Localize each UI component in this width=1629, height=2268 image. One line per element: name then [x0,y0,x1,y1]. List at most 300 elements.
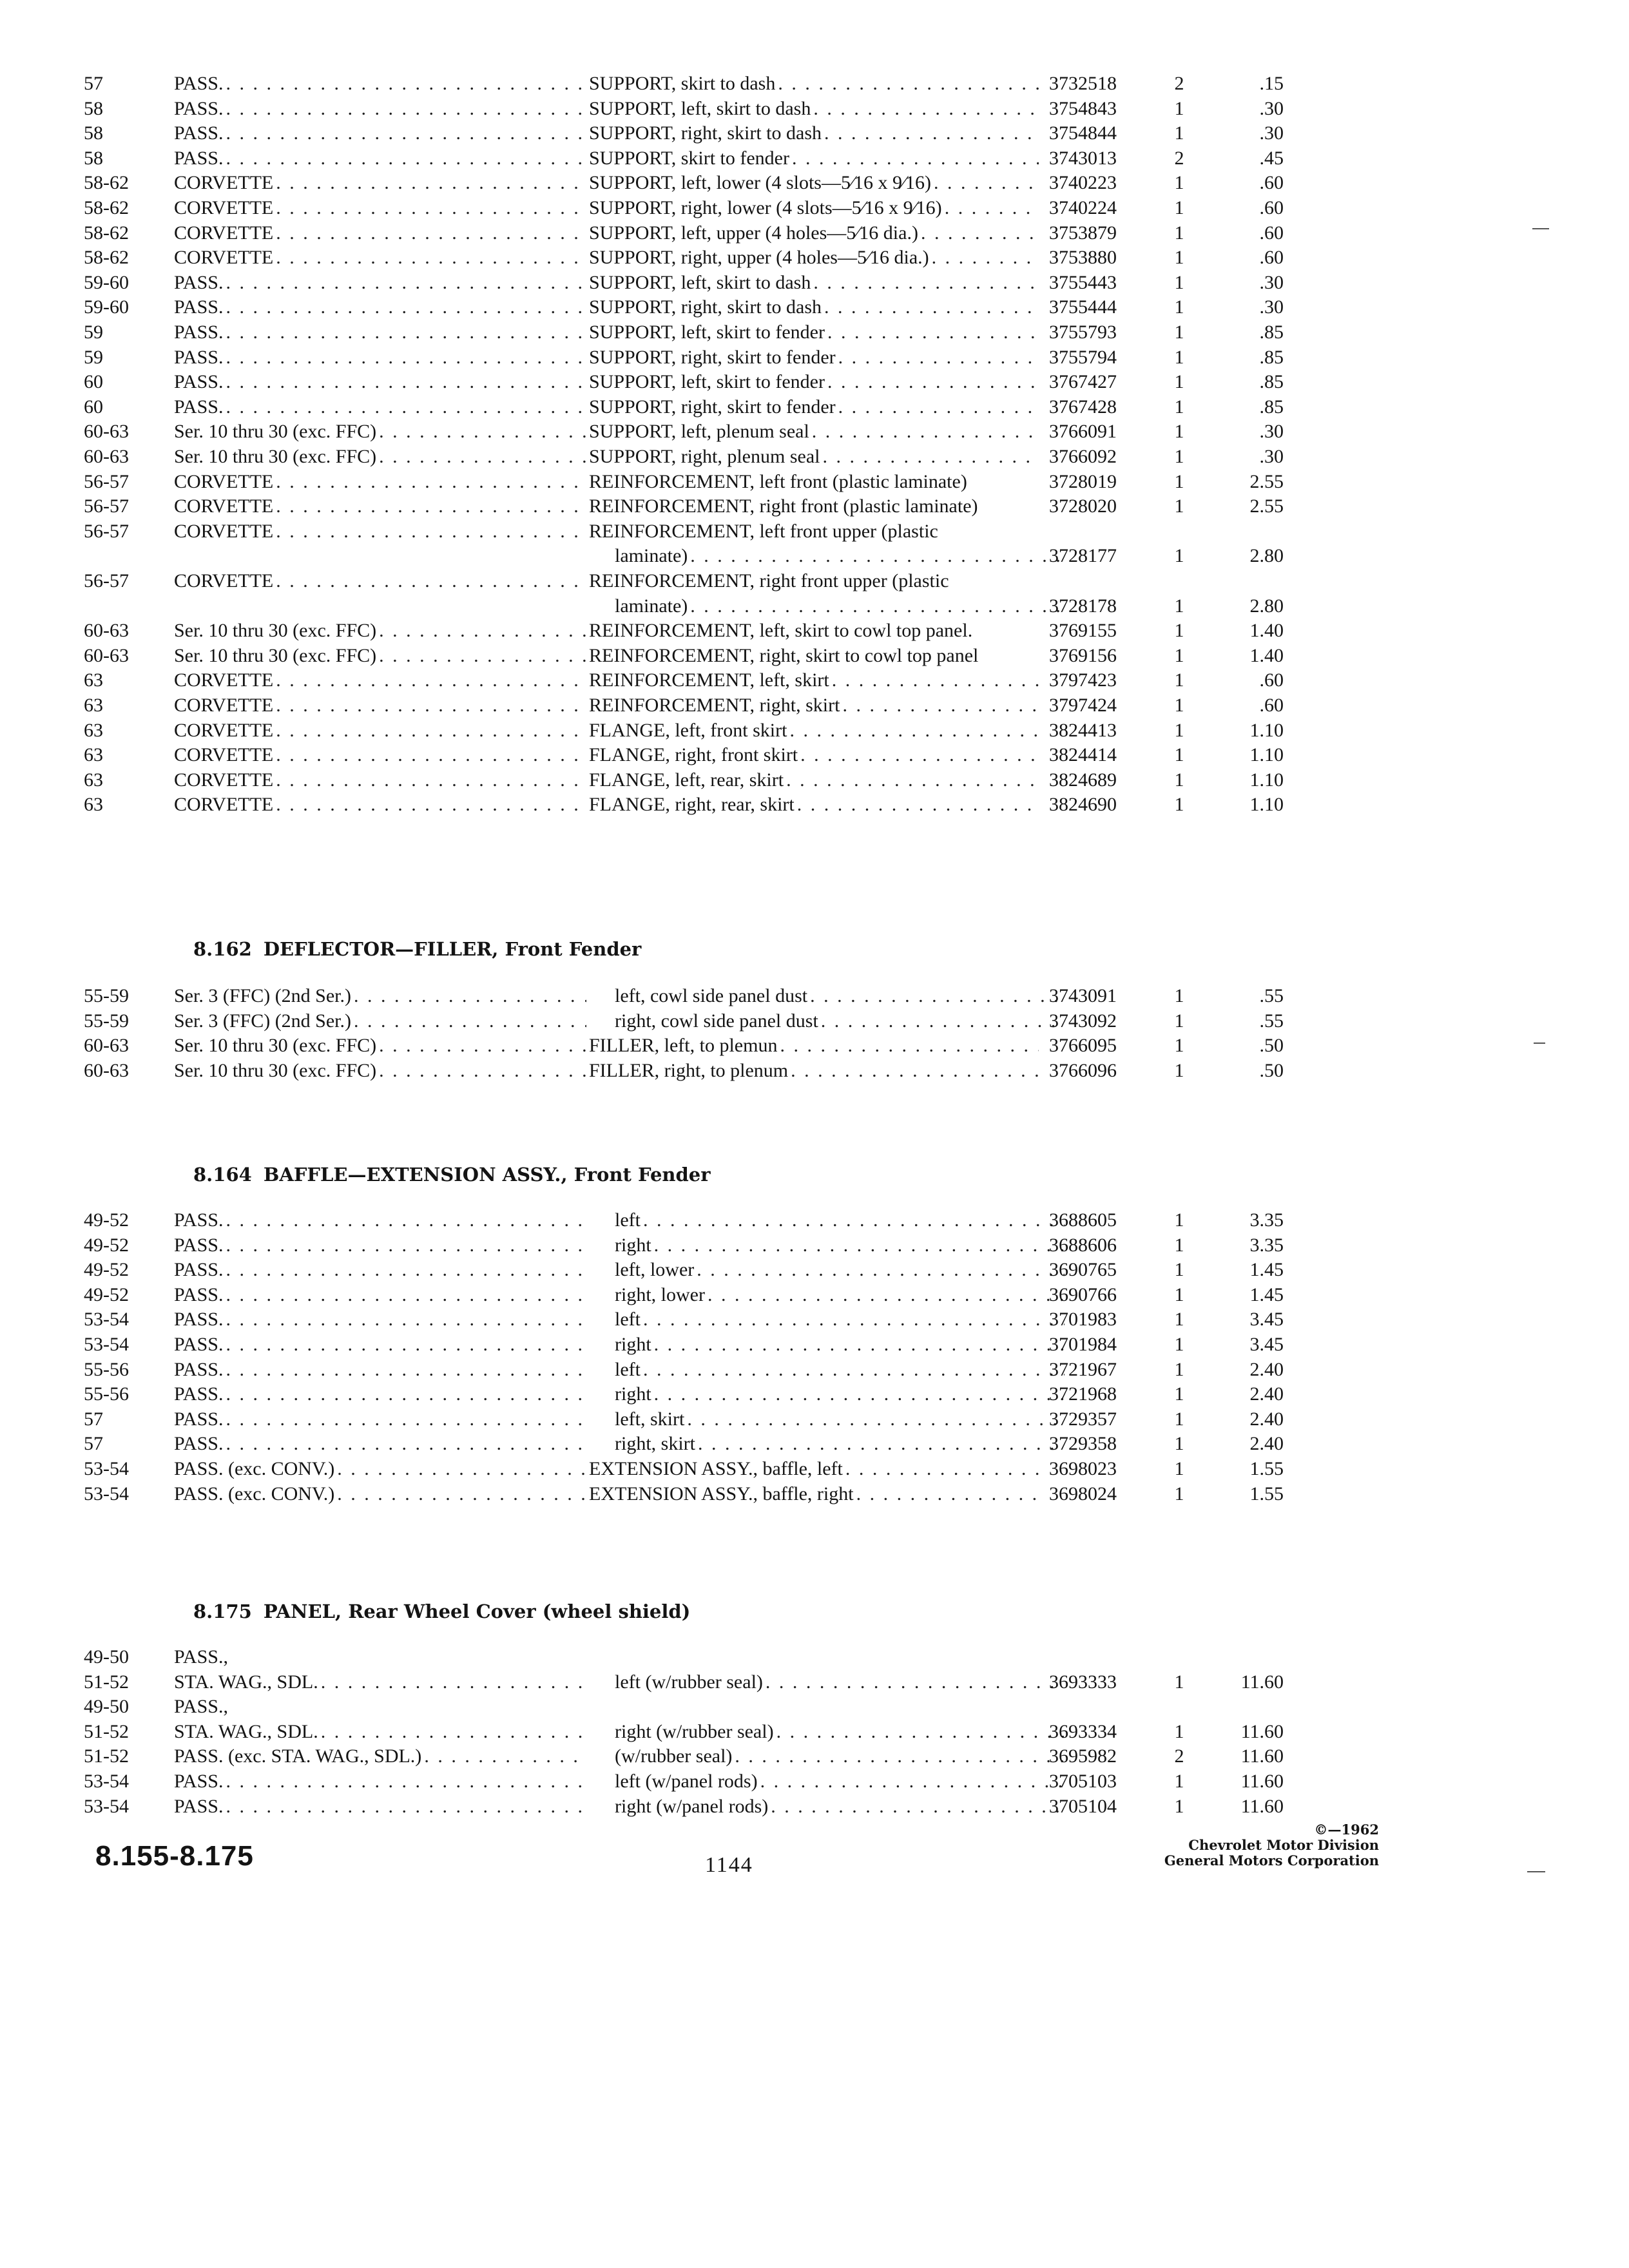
year-range: 55-59 [84,1010,129,1032]
table-row [84,666,1308,692]
table-row [84,766,1308,792]
model-text: PASS. [174,1334,224,1355]
description-text: FLANGE, right, rear, skirt [589,794,795,815]
year-range: 60 [84,371,103,392]
section-number: 8.162 [193,938,252,960]
leader-dots [798,744,1039,767]
price: 1.10 [1249,794,1284,815]
year-range: 59 [84,322,103,343]
quantity: 1 [1174,645,1184,666]
leader-dots [318,1671,586,1694]
leader-dots [809,420,1039,443]
table-row [84,70,1308,95]
leader-dots [684,1408,1065,1431]
model [174,1258,586,1282]
leader-dots [818,1010,1065,1033]
table-row [84,1792,1308,1818]
model [174,122,586,145]
description-text: SUPPORT, left, skirt to dash [589,98,811,119]
part-number: 3824690 [1049,794,1117,815]
description-text: FLANGE, left, rear, skirt [589,769,784,791]
model [174,1034,586,1057]
price: .30 [1259,122,1284,144]
description-text: laminate) [615,595,688,617]
description [589,495,1039,518]
model-text: STA. WAG., SDL. [174,1721,318,1742]
model [174,420,586,443]
model [174,1209,586,1232]
description [589,1333,1065,1356]
table-row [84,269,1308,294]
model-text: Ser. 10 thru 30 (exc. FFC) [174,645,377,666]
table-row [84,1281,1308,1307]
description [589,1483,1039,1506]
table-row [84,144,1308,170]
publisher-block [1108,1822,1379,1869]
section-heading [193,1164,711,1186]
leader-dots [351,985,586,1008]
part-number: 3728178 [1049,595,1117,617]
table-row [84,1455,1308,1481]
leader-dots [223,1795,586,1818]
quantity: 1 [1174,669,1184,691]
model [174,520,586,543]
description-text: SUPPORT, left, skirt to fender [589,322,825,343]
year-range: 58 [84,98,103,119]
quantity: 1 [1174,347,1184,368]
quantity: 1 [1174,247,1184,268]
leader-dots [223,97,586,120]
model [174,1770,586,1793]
model [174,1646,586,1669]
description [589,793,1039,816]
model-text: PASS. [174,148,224,169]
model-text: CORVETTE [174,769,274,791]
model [174,1432,586,1456]
quantity: 1 [1174,695,1184,716]
quantity: 1 [1174,1060,1184,1081]
description [589,420,1039,443]
description [589,1358,1065,1381]
quantity: 1 [1174,1721,1184,1742]
part-number: 3755443 [1049,272,1117,293]
quantity: 1 [1174,545,1184,566]
year-range: 49-52 [84,1284,129,1305]
price: 1.40 [1249,620,1284,641]
model-text: CORVETTE [174,495,274,517]
price: .30 [1259,296,1284,318]
part-number: 3690765 [1049,1259,1117,1280]
quantity: 1 [1174,794,1184,815]
leader-dots [223,122,586,145]
leader-dots [223,1283,586,1307]
section-heading [193,1600,690,1622]
model-text: PASS. [174,1284,224,1305]
quantity: 1 [1174,1671,1184,1693]
description-text: right (w/rubber seal) [615,1721,774,1742]
part-number: 3824413 [1049,720,1117,741]
leader-dots [942,197,1039,220]
description [589,72,1039,95]
table-row [84,119,1308,145]
year-range: 60-63 [84,446,129,467]
leader-dots [273,769,586,792]
part-number: 3767427 [1049,371,1117,392]
part-number: 3755444 [1049,296,1117,318]
quantity: 1 [1174,1359,1184,1380]
leader-dots [775,72,1039,95]
model [174,1234,586,1257]
page-number: 1144 [705,1853,753,1877]
part-number: 3797424 [1049,695,1117,716]
description-text: SUPPORT, left, upper (4 holes—5⁄16 dia.) [589,222,918,244]
year-range: 63 [84,669,103,691]
copyright: ©—1962 [1314,1821,1379,1838]
model [174,769,586,792]
price: .30 [1259,446,1284,467]
description [589,1234,1065,1257]
division: Chevrolet Motor Division [1188,1837,1379,1853]
price: 3.35 [1249,1235,1284,1256]
part-number: 3693333 [1049,1671,1117,1693]
year-range: 60-63 [84,620,129,641]
model-text: CORVETTE [174,521,274,542]
part-number: 3740223 [1049,172,1117,193]
year-range: 53-54 [84,1771,129,1792]
description [589,1795,1065,1818]
description-text: left (w/rubber seal) [615,1671,763,1693]
description [589,1720,1065,1744]
description [589,544,1065,568]
model-text: CORVETTE [174,669,274,691]
description [589,197,1039,220]
part-number: 3766092 [1049,446,1117,467]
part-number: 3766096 [1049,1060,1117,1081]
model [174,1333,586,1356]
model [174,1308,586,1331]
leader-dots [223,1209,586,1232]
quantity: 1 [1174,1433,1184,1454]
description-text: SUPPORT, right, skirt to fender [589,396,836,418]
section-subtitle: Front Fender [574,1164,711,1186]
table-row [84,592,1308,618]
quantity: 1 [1174,1383,1184,1405]
table-row [84,293,1308,319]
year-range: 59 [84,347,103,368]
description-text: SUPPORT, left, skirt to fender [589,371,825,392]
part-number: 3754844 [1049,122,1117,144]
table-row [84,642,1308,668]
price: 2.80 [1249,595,1284,617]
leader-dots [223,1770,586,1793]
description-text: left, lower [615,1259,695,1280]
price: 1.40 [1249,645,1284,666]
quantity: 1 [1174,720,1184,741]
model-text: PASS. [174,1359,224,1380]
model-text: CORVETTE [174,172,274,193]
table-row [84,791,1308,816]
section-title: DEFLECTOR—FILLER, [263,938,505,960]
leader-dots [641,1358,1065,1381]
table-row [84,343,1308,369]
description [589,1408,1065,1431]
price: .85 [1259,371,1284,392]
description-text: (w/rubber seal) [615,1745,733,1767]
quantity: 1 [1174,471,1184,492]
price: .55 [1259,985,1284,1006]
leader-dots [273,246,586,269]
year-range: 63 [84,695,103,716]
table-row [84,1007,1308,1033]
leader-dots [273,744,586,767]
description-text: REINFORCEMENT, right front upper (plastic [589,570,949,591]
model-text: PASS. [174,296,224,318]
price: .85 [1259,322,1284,343]
year-range: 60 [84,396,103,418]
description-text: REINFORCEMENT, right, skirt to cowl top panel [589,645,979,666]
year-range: 53-54 [84,1334,129,1355]
leader-dots [651,1234,1065,1257]
price: 11.60 [1240,1745,1284,1767]
price: .60 [1259,247,1284,268]
leader-dots [223,1234,586,1257]
quantity: 1 [1174,1235,1184,1256]
table-row [84,567,1308,593]
table-row [84,1480,1308,1506]
quantity: 1 [1174,1010,1184,1032]
description-text: right, skirt [615,1433,695,1454]
section-subtitle: Rear Wheel Cover (wheel shield) [348,1600,691,1622]
part-number: 3769156 [1049,645,1117,666]
part-number: 3695982 [1049,1745,1117,1767]
description-text: REINFORCEMENT, left, skirt to cowl top panel. [589,620,973,641]
price: .60 [1259,222,1284,244]
price: .60 [1259,695,1284,716]
table-row [84,1206,1308,1232]
model [174,1059,586,1082]
model-text: PASS., [174,1646,228,1667]
part-number: 3769155 [1049,620,1117,641]
table-row [84,1693,1308,1718]
price: 1.10 [1249,720,1284,741]
year-range: 55-56 [84,1383,129,1405]
model [174,669,586,692]
quantity: 1 [1174,197,1184,218]
quantity: 1 [1174,985,1184,1006]
model [174,619,586,642]
description [589,570,1039,593]
part-number: 3767428 [1049,396,1117,418]
leader-dots [843,1457,1039,1481]
price: 11.60 [1240,1771,1284,1792]
year-range: 55-56 [84,1359,129,1380]
leader-dots [223,271,586,294]
description [589,719,1039,742]
model [174,346,586,369]
model [174,570,586,593]
quantity: 2 [1174,73,1184,94]
price: 2.40 [1249,1408,1284,1430]
leader-dots [273,171,586,195]
leader-dots [273,520,586,543]
model-text: PASS. [174,1433,224,1454]
model [174,222,586,245]
leader-dots [774,1720,1065,1744]
leader-dots [421,1745,586,1768]
year-range: 58-62 [84,172,129,193]
section-title: BAFFLE—EXTENSION ASSY., [263,1164,574,1186]
year-range: 49-50 [84,1646,129,1667]
model [174,97,586,120]
leader-dots [376,619,586,642]
quantity: 2 [1174,148,1184,169]
model [174,1358,586,1381]
part-number: 3701983 [1049,1309,1117,1330]
table-row [84,368,1308,394]
model-text: PASS. (exc. STA. WAG., SDL.) [174,1745,422,1767]
leader-dots [758,1770,1065,1793]
model-text: Ser. 3 (FFC) (2nd Ser.) [174,1010,352,1032]
quantity: 1 [1174,1259,1184,1280]
table-row [84,1256,1308,1282]
description-text: FLANGE, left, front skirt [589,720,787,741]
description [589,520,1039,543]
leader-dots [788,1059,1039,1082]
price: 11.60 [1240,1671,1284,1693]
model [174,147,586,170]
model-text: PASS. [174,1771,224,1792]
section-title: PANEL, [263,1600,349,1622]
model-text: Ser. 10 thru 30 (exc. FFC) [174,1035,377,1056]
leader-dots [931,171,1039,195]
model [174,246,586,269]
model-text: CORVETTE [174,695,274,716]
leader-dots [825,370,1039,394]
description-text: SUPPORT, right, skirt to fender [589,347,836,368]
leader-dots [854,1483,1039,1506]
year-range: 49-52 [84,1235,129,1256]
model-text: PASS. [174,98,224,119]
leader-dots [732,1745,1065,1768]
description-text: right [615,1235,651,1256]
year-range: 58-62 [84,247,129,268]
table-row [84,194,1308,220]
year-range: 56-57 [84,495,129,517]
description [589,321,1039,344]
table-row [84,1356,1308,1381]
model [174,719,586,742]
price: 3.45 [1249,1334,1284,1355]
part-number: 3766095 [1049,1035,1117,1056]
leader-dots [273,570,586,593]
year-range: 56-57 [84,471,129,492]
year-range: 51-52 [84,1721,129,1742]
description-text: laminate) [615,545,688,566]
part-number: 3688605 [1049,1209,1117,1231]
year-range: 53-54 [84,1796,129,1817]
table-row [84,982,1308,1008]
quantity: 1 [1174,595,1184,617]
price: .50 [1259,1060,1284,1081]
part-number: 3728020 [1049,495,1117,517]
year-range: 60-63 [84,421,129,442]
description [589,1034,1039,1057]
corporation: General Motors Corporation [1164,1852,1379,1869]
quantity: 1 [1174,421,1184,442]
table-row [84,1331,1308,1356]
year-range: 59-60 [84,272,129,293]
leader-dots [223,296,586,319]
price: .85 [1259,347,1284,368]
model [174,445,586,468]
price: .30 [1259,421,1284,442]
leader-dots [223,321,586,344]
table-row [84,1767,1308,1793]
table-row [84,1305,1308,1331]
quantity: 1 [1174,769,1184,791]
description [589,744,1039,767]
part-number: 3732518 [1049,73,1117,94]
description [589,1671,1065,1694]
year-range: 57 [84,1433,103,1454]
table-row [84,542,1308,568]
price: 3.45 [1249,1309,1284,1330]
leader-dots [223,72,586,95]
price: .60 [1259,669,1284,691]
model [174,171,586,195]
table-row [84,1405,1308,1431]
table-row [84,418,1308,443]
model-text: PASS. [174,1209,224,1231]
model-text: PASS. [174,1309,224,1330]
description-text: right, cowl side panel dust [615,1010,818,1032]
leader-dots [807,985,1065,1008]
year-range: 58 [84,122,103,144]
part-number: 3754843 [1049,98,1117,119]
model-text: Ser. 10 thru 30 (exc. FFC) [174,421,377,442]
leader-dots [318,1720,586,1744]
table-row [84,1057,1308,1082]
year-range: 55-59 [84,985,129,1006]
model [174,793,586,816]
model [174,744,586,767]
description [589,470,1039,494]
quantity: 1 [1174,272,1184,293]
model [174,271,586,294]
leader-dots [918,222,1039,245]
description-text: SUPPORT, right, plenum seal [589,446,820,467]
description [589,171,1039,195]
price: .60 [1259,172,1284,193]
leader-dots [641,1308,1065,1331]
model-text: CORVETTE [174,570,274,591]
description [589,1308,1065,1331]
model-text: CORVETTE [174,247,274,268]
model [174,495,586,518]
description-text: left, skirt [615,1408,685,1430]
description [589,1059,1039,1082]
price: .15 [1259,73,1284,94]
table-row [84,169,1308,195]
price: 2.40 [1249,1433,1284,1454]
margin-mark [1534,1043,1545,1044]
part-number: 3728177 [1049,545,1117,566]
model [174,1483,586,1506]
part-number: 3688606 [1049,1235,1117,1256]
part-number: 3824689 [1049,769,1117,791]
leader-dots [273,495,586,518]
model-text: PASS. (exc. CONV.) [174,1458,335,1479]
